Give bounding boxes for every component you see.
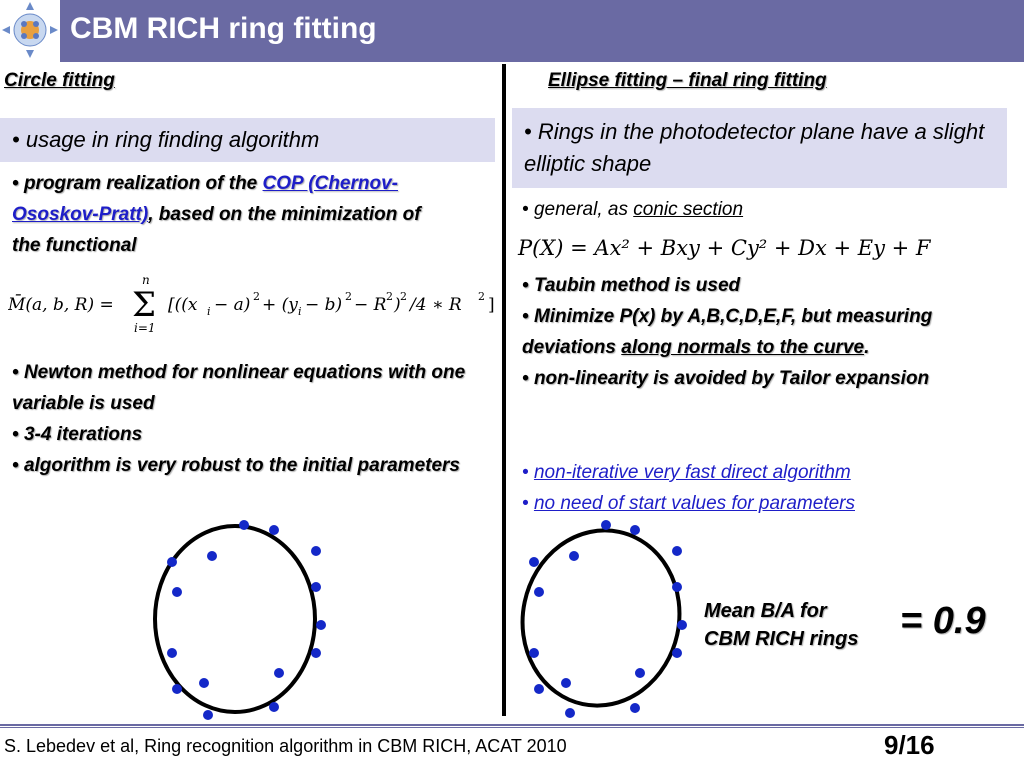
bullet-newton-text: Newton method for nonlinear equations with one variable is used <box>12 362 466 414</box>
svg-text:+ (y: + (y <box>262 295 298 315</box>
svg-text:i=1: i=1 <box>134 321 156 332</box>
circle-fit-plot <box>140 515 340 720</box>
logo-icon <box>0 0 60 60</box>
right-heading: Ellipse fitting – final ring fitting <box>548 70 827 91</box>
right-blue-bullets <box>522 457 855 519</box>
svg-text:]: ] <box>488 295 495 315</box>
bullet-minimize-pre: Minimize P(x) by A,B,C,D,E,F, but measuring deviations <box>522 306 933 358</box>
cop-paragraph: • program realization of the COP (Chernov-Ososkov-Pratt), based on the minimization of the functional <box>12 173 421 256</box>
svg-text:2: 2 <box>386 290 393 303</box>
normals-link[interactable]: along normals to the curve <box>621 337 865 358</box>
svg-text:n: n <box>142 273 150 287</box>
logo <box>0 0 60 60</box>
footer-citation: S. Lebedev et al, Ring recognition algorithm in CBM RICH, ACAT 2010 <box>4 736 567 756</box>
svg-text:2: 2 <box>400 290 407 303</box>
bullet-taubin-text: Taubin method is used <box>533 275 741 296</box>
page-number: 9/16 <box>884 730 935 760</box>
bullet-newton: • Newton method for nonlinear equations with one variable is used <box>12 362 466 414</box>
right-box-text: • Rings in the photodetector plane have a slight elliptic shape <box>524 119 985 176</box>
bullet-minimize: • Minimize P(x) by A,B,C,D,E,F, but measuring deviations along normals to the curve. <box>522 306 933 358</box>
bullet-no-start: • no need of start values for parameters <box>522 493 855 514</box>
general-pre: general, as <box>533 199 634 220</box>
bullet-iterations: • 3-4 iterations <box>12 424 143 445</box>
svg-text:i: i <box>207 305 211 318</box>
fitted-circle <box>155 526 315 712</box>
svg-text:2: 2 <box>253 290 260 303</box>
bullet-robust: • algorithm is very robust to the initial parameters <box>12 455 460 476</box>
left-box-text: • usage in ring finding algorithm <box>12 127 320 152</box>
right-box-label: Rings in the photodetector plane have a slight elliptic shape <box>524 119 985 176</box>
functional-formula <box>8 272 504 332</box>
footer-rule <box>0 724 1024 726</box>
cop-pre: program realization of the <box>23 173 263 194</box>
svg-text:2: 2 <box>345 290 352 303</box>
formula-graphic <box>8 272 504 332</box>
svg-text:2: 2 <box>478 290 485 303</box>
column-divider <box>502 64 506 716</box>
bullet-iterations-text: 3-4 iterations <box>23 424 143 445</box>
svg-text:i: i <box>298 305 302 318</box>
conic-section-link[interactable]: conic section <box>633 199 744 220</box>
circle-fit-svg <box>140 515 340 720</box>
bullet-taubin: • Taubin method is used <box>522 275 741 296</box>
ellipse-fit-plot <box>515 518 695 718</box>
cop-post: , based on the minimization of the functional <box>12 204 421 256</box>
bullet-noniterative-text[interactable]: non-iterative very fast direct algorithm <box>533 462 851 483</box>
conic-equation: P(X) = Ax² + Bxy + Cy² + Dx + Ey + F <box>518 236 931 260</box>
left-heading: Circle fitting <box>4 70 115 91</box>
mean-value: = 0.9 <box>900 600 986 642</box>
left-bullets <box>12 357 487 481</box>
svg-text:− R: − R <box>354 295 387 315</box>
left-box-label: usage in ring finding algorithm <box>25 127 320 152</box>
svg-text:[((x: [((x <box>168 295 198 315</box>
svg-text:/4 ∗ R: /4 ∗ R <box>410 295 462 315</box>
mean-label <box>704 597 884 653</box>
svg-text:): ) <box>394 295 401 315</box>
bullet-nonlinearity: • non-linearity is avoided by Tailor expansion <box>522 368 930 389</box>
bullet-robust-text: algorithm is very robust to the initial parameters <box>23 455 460 476</box>
slide-title: CBM RICH ring fitting <box>70 12 377 45</box>
footer-rule-thin <box>0 727 1024 728</box>
bullet-no-start-text[interactable]: no need of start values for parameters <box>533 493 855 514</box>
general-line: • general, as conic section <box>522 199 744 220</box>
bullet-nonlinearity-text: non-linearity is avoided by Tailor expansion <box>533 368 930 389</box>
svg-text:M̄(a, b, R) =: M̄(a, b, R) = <box>8 295 114 315</box>
svg-text:− a): − a) <box>214 295 251 315</box>
bullet-noniterative: • non-iterative very fast direct algorithm <box>522 462 851 483</box>
cop-link[interactable]: COP (Chernov-Ososkov-Pratt) <box>12 173 398 225</box>
right-bullets <box>522 270 1010 394</box>
bullet-minimize-post: . <box>864 337 870 358</box>
mean-label-line1: Mean B/A for <box>704 600 827 622</box>
svg-text:Σ: Σ <box>132 285 157 325</box>
mean-label-line2: CBM RICH rings <box>704 628 859 650</box>
svg-text:− b): − b) <box>305 295 343 315</box>
ellipse-fit-svg <box>515 518 695 718</box>
